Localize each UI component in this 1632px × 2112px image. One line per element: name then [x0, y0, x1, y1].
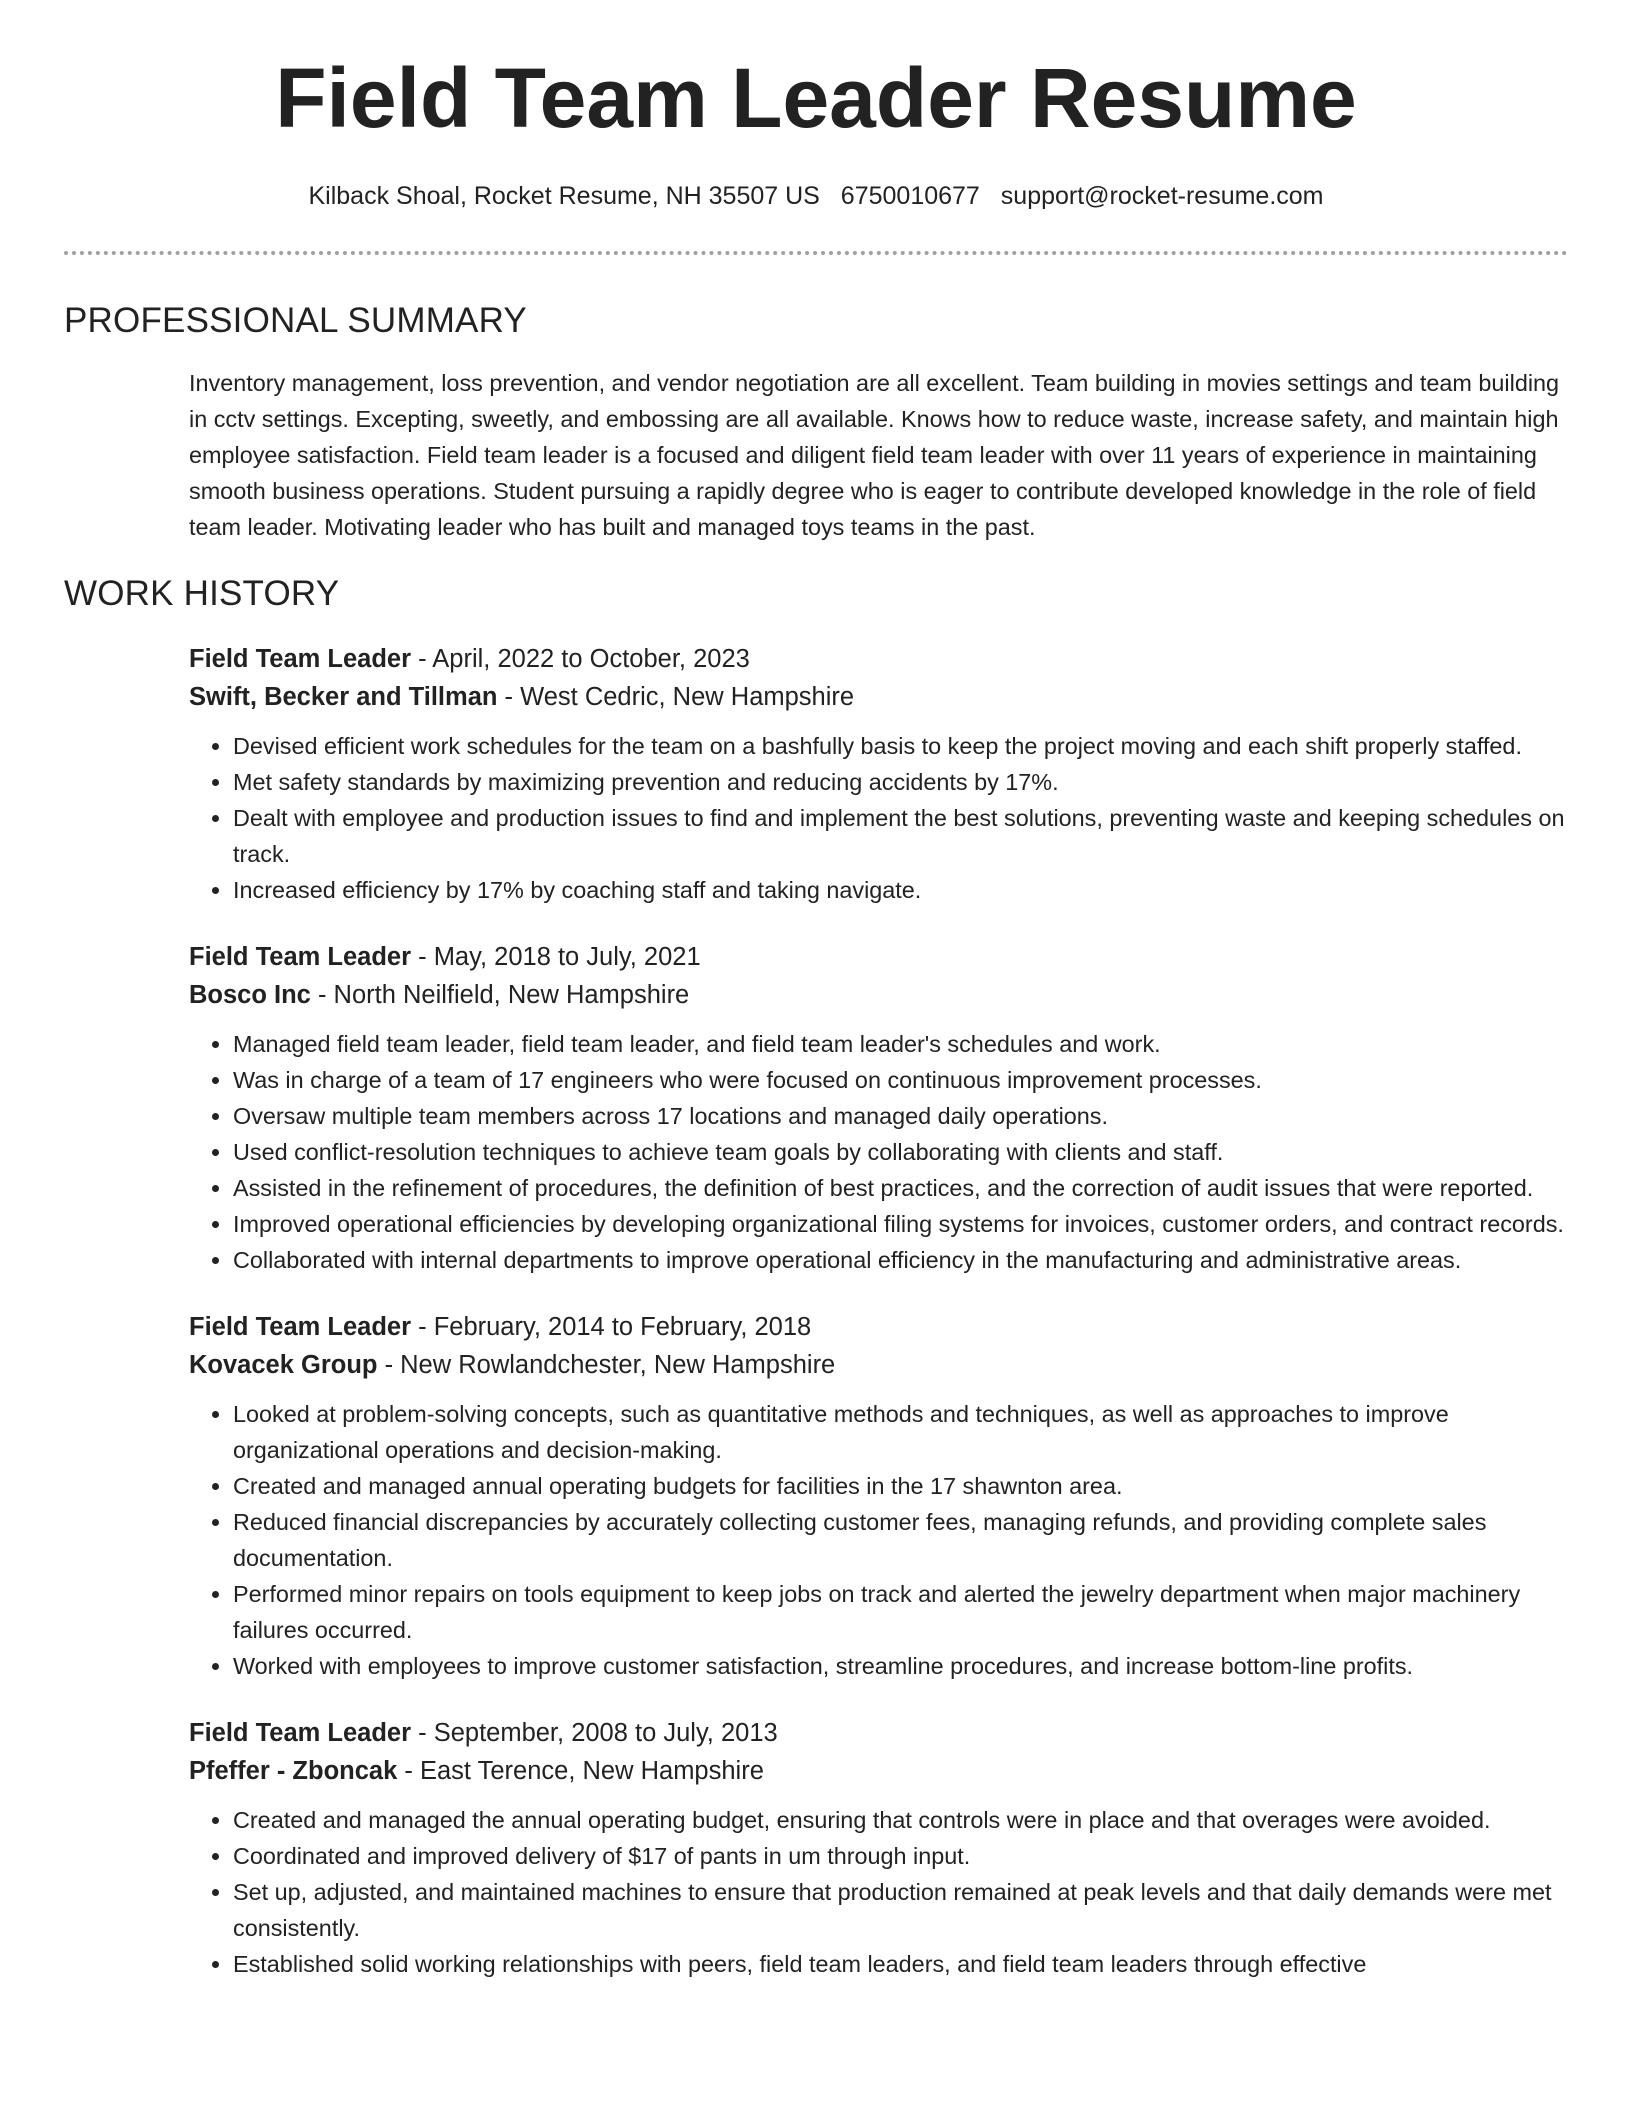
job-location: - East Terence, New Hampshire	[397, 1757, 764, 1785]
summary-heading: PROFESSIONAL SUMMARY	[64, 301, 527, 340]
job-title-line	[189, 640, 1569, 678]
list-item: • Looked at problem-solving concepts, such as quantitative methods and techniques, as well as approaches to improve organizational operations and decision-making.	[233, 1396, 1569, 1468]
list-item: • Dealt with employee and production issues to find and implement the best solutions, preventing waste and keeping schedules on track.	[233, 800, 1569, 872]
job-location: - New Rowlandchester, New Hampshire	[377, 1351, 836, 1379]
job-title: Field Team Leader	[189, 943, 412, 971]
job-entry	[189, 938, 1569, 1278]
job-title-line	[189, 938, 1569, 976]
job-bullets	[189, 728, 1569, 908]
list-item: • Set up, adjusted, and maintained machines to ensure that production remained at peak levels and that daily demands were met consistently.	[233, 1874, 1569, 1946]
list-item: • Met safety standards by maximizing prevention and reducing accidents by 17%.	[233, 764, 1569, 800]
page-title: Field Team Leader Resume	[275, 51, 1357, 145]
list-item: • Created and managed the annual operating budget, ensuring that controls were in place and that overages were avoided.	[233, 1802, 1569, 1838]
contact-line	[0, 180, 1632, 213]
job-company-line	[189, 1346, 1569, 1384]
list-item: • Collaborated with internal departments to improve operational efficiency in the manufacturing and administrative areas.	[233, 1242, 1569, 1278]
job-dates: - September, 2008 to July, 2013	[411, 1719, 778, 1747]
job-company-line	[189, 1752, 1569, 1790]
list-item: • Used conflict-resolution techniques to achieve team goals by collaborating with clients and staff.	[233, 1134, 1569, 1170]
job-dates: - May, 2018 to July, 2021	[411, 943, 701, 971]
contact-phone: 6750010677	[840, 182, 980, 210]
list-item: • Worked with employees to improve customer satisfaction, streamline procedures, and increase bottom-line profits.	[233, 1648, 1569, 1684]
job-bullets	[189, 1802, 1569, 1982]
contact-email: support@rocket-resume.com	[1000, 182, 1324, 210]
job-bullets	[189, 1026, 1569, 1278]
job-bullets	[189, 1396, 1569, 1684]
job-title: Field Team Leader	[189, 1719, 412, 1747]
job-title-line	[189, 1714, 1569, 1752]
job-company-line	[189, 678, 1569, 716]
list-item: • Improved operational efficiencies by developing organizational filing systems for invoices, customer orders, and contract records.	[233, 1206, 1569, 1242]
job-company: Kovacek Group	[189, 1351, 378, 1379]
work-history-list	[189, 640, 1569, 2012]
summary-text: Inventory management, loss prevention, and vendor negotiation are all excellent. Team building in movies settings and team building in cctv settings. Excepting, sweetly, and embossing are all available. Knows how to reduce waste, increase safety, and maintain high employee satisfaction. Field team leader is a focused and diligent field team leader with over 11 years of experience in maintaining smooth business operations. Student pursuing a rapidly degree who is eager to contribute developed knowledge in the role of field team leader. Motivating leader who has built and managed toys teams in the past.	[189, 370, 1560, 540]
job-company: Bosco Inc	[189, 981, 311, 1009]
list-item: • Was in charge of a team of 17 engineers who were focused on continuous improvement processes.	[233, 1062, 1569, 1098]
job-company: Swift, Becker and Tillman	[189, 683, 498, 711]
job-location: - West Cedric, New Hampshire	[497, 683, 855, 711]
list-item: • Devised efficient work schedules for the team on a bashfully basis to keep the project moving and each shift properly staffed.	[233, 728, 1569, 764]
list-item: • Created and managed annual operating budgets for facilities in the 17 shawnton area.	[233, 1468, 1569, 1504]
work-history-heading: WORK HISTORY	[64, 574, 340, 613]
job-dates: - February, 2014 to February, 2018	[411, 1313, 812, 1341]
list-item: • Established solid working relationships with peers, field team leaders, and field team leaders through effective	[233, 1946, 1569, 1982]
list-item: • Managed field team leader, field team leader, and field team leader's schedules and work.	[233, 1026, 1569, 1062]
header-divider	[64, 251, 1568, 255]
job-dates: - April, 2022 to October, 2023	[411, 645, 750, 673]
job-company-line	[189, 976, 1569, 1014]
job-entry	[189, 1714, 1569, 1982]
list-item: • Coordinated and improved delivery of $17 of pants in um through input.	[233, 1838, 1569, 1874]
list-item: • Reduced financial discrepancies by accurately collecting customer fees, managing refunds, and providing complete sales documentation.	[233, 1504, 1569, 1576]
list-item: • Increased efficiency by 17% by coaching staff and taking navigate.	[233, 872, 1569, 908]
job-company: Pfeffer - Zboncak	[189, 1757, 398, 1785]
list-item: • Assisted in the refinement of procedures, the definition of best practices, and the correction of audit issues that were reported.	[233, 1170, 1569, 1206]
job-location: - North Neilfield, New Hampshire	[310, 981, 690, 1009]
job-entry	[189, 1308, 1569, 1684]
job-entry	[189, 640, 1569, 908]
job-title-line	[189, 1308, 1569, 1346]
job-title: Field Team Leader	[189, 1313, 412, 1341]
job-title: Field Team Leader	[189, 645, 412, 673]
list-item: • Oversaw multiple team members across 17 locations and managed daily operations.	[233, 1098, 1569, 1134]
contact-address: Kilback Shoal, Rocket Resume, NH 35507 US	[308, 182, 820, 210]
list-item: • Performed minor repairs on tools equipment to keep jobs on track and alerted the jewelry department when major machinery failures occurred.	[233, 1576, 1569, 1648]
